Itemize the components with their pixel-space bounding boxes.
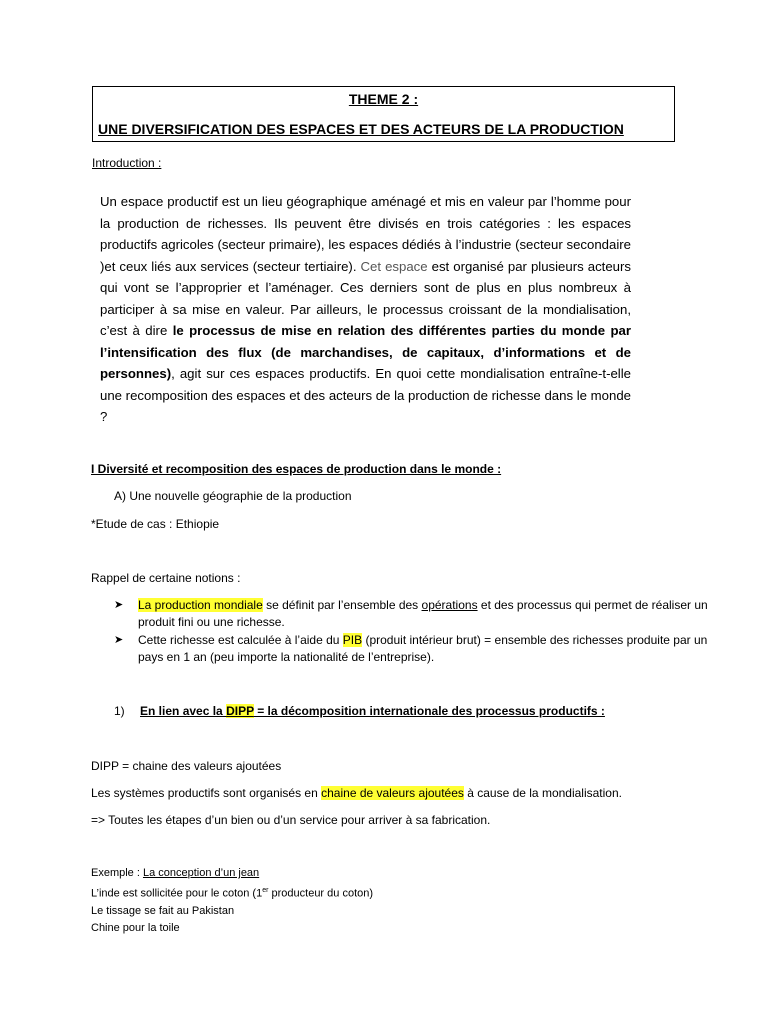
arrow-bullet-icon: ➤	[114, 599, 124, 611]
dipp-heading	[114, 704, 605, 718]
intro-text-3: est organisé par plusieurs acteurs qui vont se l’approprier et l’aménager. Ces derniers sont de plus en plus nombreux à participer à sa mise en valeur. Par ailleurs, le processus croissant de la mondialisation, c’est à dire	[100, 258, 631, 338]
dipp-steps: => Toutes les étapes d’un bien ou d’un service pour arriver à sa fabrication.	[91, 813, 491, 827]
example-label: Exemple :	[91, 867, 143, 879]
subsection-a: A) Une nouvelle géographie de la production	[114, 489, 352, 503]
dipp-pre: En lien avec la	[140, 704, 227, 718]
highlight-pib: PIB	[342, 633, 363, 647]
list-item	[114, 632, 714, 666]
intro-text-2: Cet espace	[360, 258, 428, 274]
dipp-text: Les systèmes productifs sont organisés en	[91, 786, 322, 800]
dipp-post: = la décomposition internationale des processus productifs :	[253, 704, 605, 718]
case-study: *Etude de cas : Ethiopie	[91, 517, 220, 531]
introduction-label: Introduction :	[92, 156, 162, 170]
bullet-text: Cette richesse est calculée à l’aide du	[138, 633, 343, 647]
example-line: Le tissage se fait au Pakistan	[91, 904, 235, 917]
dipp-number: 1)	[114, 704, 125, 718]
bullet-text: (produit intérieur brut) = ensemble des richesses produite par un pays en 1 an (peu importe la nationalité de l’entreprise).	[138, 633, 708, 664]
bullet-text: et des processus qui permet de réaliser un produit fini ou une richesse.	[138, 598, 708, 629]
example-text: producteur du coton)	[268, 887, 374, 900]
highlight-dipp: DIPP	[226, 704, 254, 718]
bullet-text: se définit par l’ensemble des	[262, 598, 422, 612]
bullet-list	[114, 597, 714, 667]
example-line	[91, 882, 373, 903]
example-heading	[91, 865, 373, 882]
example-text: L’inde est sollicitée pour le coton (1	[91, 887, 263, 900]
dipp-definition: DIPP = chaine des valeurs ajoutées	[91, 759, 282, 773]
dipp-systems	[91, 786, 622, 800]
title-box	[92, 86, 675, 142]
highlight-production-mondiale: La production mondiale	[138, 598, 263, 612]
dipp-text: à cause de la mondialisation.	[463, 786, 622, 800]
introduction-paragraph	[100, 191, 631, 428]
list-item	[114, 597, 714, 631]
highlight-chaine-valeurs: chaine de valeurs ajoutées	[321, 786, 464, 800]
intro-bold-definition: le processus de mise en relation des différentes parties du monde par l’intensification des flux (de marchandises, de capitaux, d’informations et de personnes)	[100, 323, 631, 381]
arrow-bullet-icon: ➤	[114, 634, 124, 646]
reminder-heading: Rappel de certaine notions :	[91, 571, 241, 585]
theme-subtitle: UNE DIVERSIFICATION DES ESPACES ET DES ACTEURS DE LA PRODUCTION	[98, 121, 624, 137]
example-title: La conception d’un jean	[142, 867, 260, 879]
theme-title: THEME 2 :	[348, 91, 419, 107]
section-heading: I Diversité et recomposition des espaces de production dans le monde :	[91, 462, 502, 476]
example-superscript: er	[262, 887, 269, 894]
example-block	[91, 865, 373, 937]
underlined-operations: opérations	[421, 598, 478, 612]
intro-text-1: Un espace productif est un lieu géographique aménagé et mis en valeur par l’homme pour la production de richesses. Ils peuvent être divisés en trois catégories : les espaces productifs agricoles (secteur primaire), les espaces dédiés à l’industrie (secteur secondaire )et ceux liés aux services (secteur tertiaire).	[100, 194, 631, 274]
example-line: Chine pour la toile	[91, 921, 180, 934]
intro-text-4: , agit sur ces espaces productifs. En quoi cette mondialisation entraîne-t-elle une recomposition des espaces et des acteurs de la production de richesse dans le monde ?	[100, 366, 631, 424]
